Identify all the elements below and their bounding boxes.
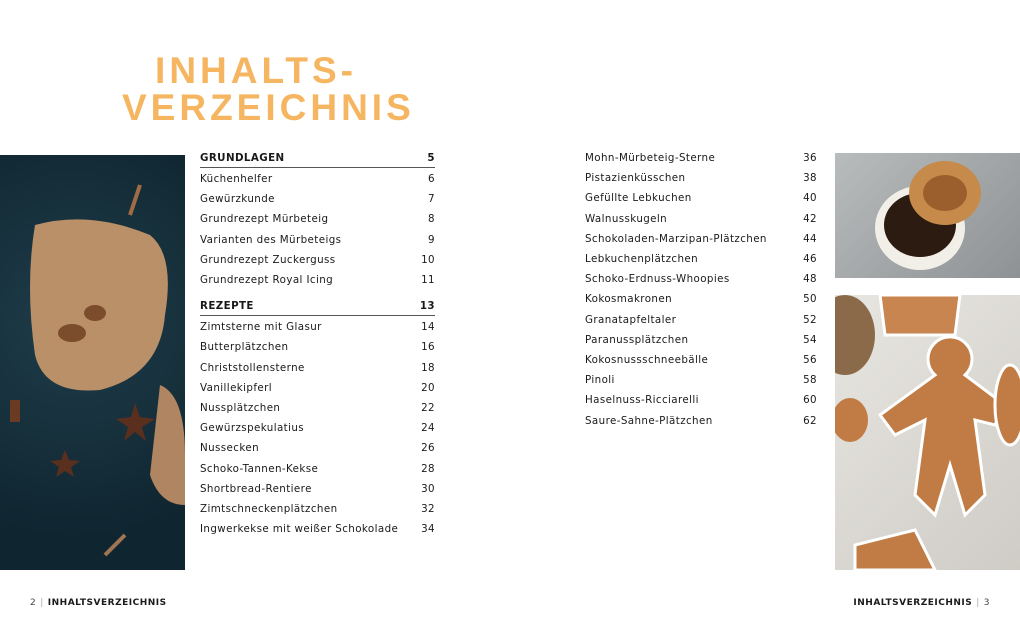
toc-entry[interactable] (200, 479, 435, 499)
toc-entry[interactable] (200, 398, 435, 418)
entry-label: Grundrezept Mürbeteig (200, 213, 329, 226)
toc-entry[interactable] (200, 189, 435, 209)
entry-page: 28 (421, 462, 435, 475)
entry-page: 14 (421, 321, 435, 334)
toc-left-column (200, 148, 435, 539)
entry-label: Saure-Sahne-Plätzchen (585, 414, 713, 427)
toc-entry[interactable] (200, 519, 435, 539)
entry-label: Paranussplätzchen (585, 333, 689, 346)
entry-page: 46 (803, 253, 817, 266)
toc-entry[interactable] (585, 148, 817, 168)
title-line-2: VERZEICHNIS (122, 87, 415, 128)
entry-label: Shortbread-Rentiere (200, 482, 312, 495)
toc-entry[interactable] (585, 249, 817, 269)
toc-entry[interactable] (585, 289, 817, 309)
heading-label: REZEPTE (200, 299, 254, 312)
entry-page: 16 (421, 341, 435, 354)
entry-page: 44 (803, 232, 817, 245)
entry-label: Walnusskugeln (585, 212, 668, 225)
entry-label: Gewürzspekulatius (200, 422, 305, 435)
entry-label: Schokoladen-Marzipan-Plätzchen (585, 232, 767, 245)
heading-label: GRUNDLAGEN (200, 151, 285, 164)
page-number: 3 (983, 598, 990, 608)
heading-page: 5 (427, 151, 435, 164)
entry-label: Granatapfeltaler (585, 313, 677, 326)
toc-entry[interactable] (585, 168, 817, 188)
entry-label: Varianten des Mürbeteigs (200, 233, 342, 246)
entry-label: Grundrezept Royal Icing (200, 274, 334, 287)
entry-label: Pistazienküsschen (585, 172, 686, 185)
footer-right: INHALTSVERZEICHNIS | 3 (853, 598, 990, 608)
toc-entry[interactable] (585, 330, 817, 350)
entry-label: Haselnuss-Ricciarelli (585, 394, 699, 407)
entry-label: Vanillekipferl (200, 381, 273, 394)
entry-page: 56 (803, 353, 817, 366)
toc-entry[interactable] (200, 499, 435, 519)
toc-entry[interactable] (585, 350, 817, 370)
entry-page: 62 (803, 414, 817, 427)
entry-label: Gefüllte Lebkuchen (585, 192, 692, 205)
entry-label: Gewürzkunde (200, 193, 275, 206)
toc-entry[interactable] (200, 358, 435, 378)
entry-label: Lebkuchenplätzchen (585, 253, 699, 266)
toc-entry[interactable] (200, 458, 435, 478)
entry-label: Christstollensterne (200, 361, 305, 374)
toc-entry[interactable] (200, 317, 435, 337)
entry-page: 24 (421, 422, 435, 435)
entry-page: 9 (428, 233, 435, 246)
entry-label: Pinoli (585, 374, 615, 387)
running-header: INHALTSVERZEICHNIS (47, 598, 167, 608)
entry-page: 8 (428, 213, 435, 226)
footer-left: 2 | INHALTSVERZEICHNIS (30, 598, 167, 608)
toc-entry[interactable] (585, 269, 817, 289)
toc-entry[interactable] (200, 230, 435, 250)
toc-entry[interactable] (200, 378, 435, 398)
cookie-photo-left (0, 155, 185, 570)
entry-page: 50 (803, 293, 817, 306)
entry-page: 52 (803, 313, 817, 326)
title-line-1: INHALTS- (155, 50, 357, 91)
entry-label: Schoko-Erdnuss-Whoopies (585, 273, 730, 286)
entry-label: Mohn-Mürbeteig-Sterne (585, 152, 716, 165)
entry-page: 36 (803, 152, 817, 165)
entry-page: 48 (803, 273, 817, 286)
entry-page: 32 (421, 502, 435, 515)
entry-page: 34 (421, 523, 435, 536)
entry-label: Nussplätzchen (200, 401, 281, 414)
toc-entry[interactable] (200, 337, 435, 357)
entry-label: Zimtsterne mit Glasur (200, 321, 322, 334)
entry-page: 30 (421, 482, 435, 495)
toc-entry[interactable] (585, 209, 817, 229)
toc-entry[interactable] (200, 169, 435, 189)
running-header: INHALTSVERZEICHNIS (853, 598, 973, 608)
entry-page: 18 (421, 361, 435, 374)
entry-label: Schoko-Tannen-Kekse (200, 462, 319, 475)
toc-entry[interactable] (585, 188, 817, 208)
toc-entry[interactable] (200, 438, 435, 458)
entry-label: Ingwerkekse mit weißer Schokolade (200, 523, 399, 536)
section-heading-rezepte[interactable] (200, 296, 435, 316)
entry-page: 60 (803, 394, 817, 407)
entry-page: 58 (803, 374, 817, 387)
toc-entry[interactable] (200, 270, 435, 290)
section-heading-grundlagen[interactable] (200, 148, 435, 168)
toc-entry[interactable] (585, 229, 817, 249)
toc-entry[interactable] (585, 310, 817, 330)
page-title (122, 50, 415, 128)
toc-entry[interactable] (585, 410, 817, 430)
coffee-photo (835, 153, 1020, 278)
entry-page: 42 (803, 212, 817, 225)
entry-label: Grundrezept Zuckerguss (200, 253, 336, 266)
gingerbread-photo (835, 295, 1020, 570)
toc-entry[interactable] (585, 390, 817, 410)
entry-page: 26 (421, 442, 435, 455)
entry-page: 40 (803, 192, 817, 205)
entry-page: 22 (421, 401, 435, 414)
entry-page: 6 (428, 173, 435, 186)
entry-label: Kokosmakronen (585, 293, 672, 306)
toc-entry[interactable] (200, 250, 435, 270)
heading-page: 13 (419, 299, 435, 312)
entry-label: Butterplätzchen (200, 341, 289, 354)
toc-entry[interactable] (585, 370, 817, 390)
entry-label: Zimtschneckenplätzchen (200, 502, 338, 515)
entry-page: 11 (421, 274, 435, 287)
entry-label: Nussecken (200, 442, 260, 455)
entry-page: 7 (428, 193, 435, 206)
entry-page: 38 (803, 172, 817, 185)
entry-label: Kokosnussschneebälle (585, 353, 709, 366)
toc-right-column (585, 148, 817, 431)
entry-page: 54 (803, 333, 817, 346)
page-number: 2 (30, 598, 37, 608)
entry-label: Küchenhelfer (200, 173, 273, 186)
toc-entry[interactable] (200, 209, 435, 229)
entry-page: 20 (421, 381, 435, 394)
toc-entry[interactable] (200, 418, 435, 438)
entry-page: 10 (421, 253, 435, 266)
